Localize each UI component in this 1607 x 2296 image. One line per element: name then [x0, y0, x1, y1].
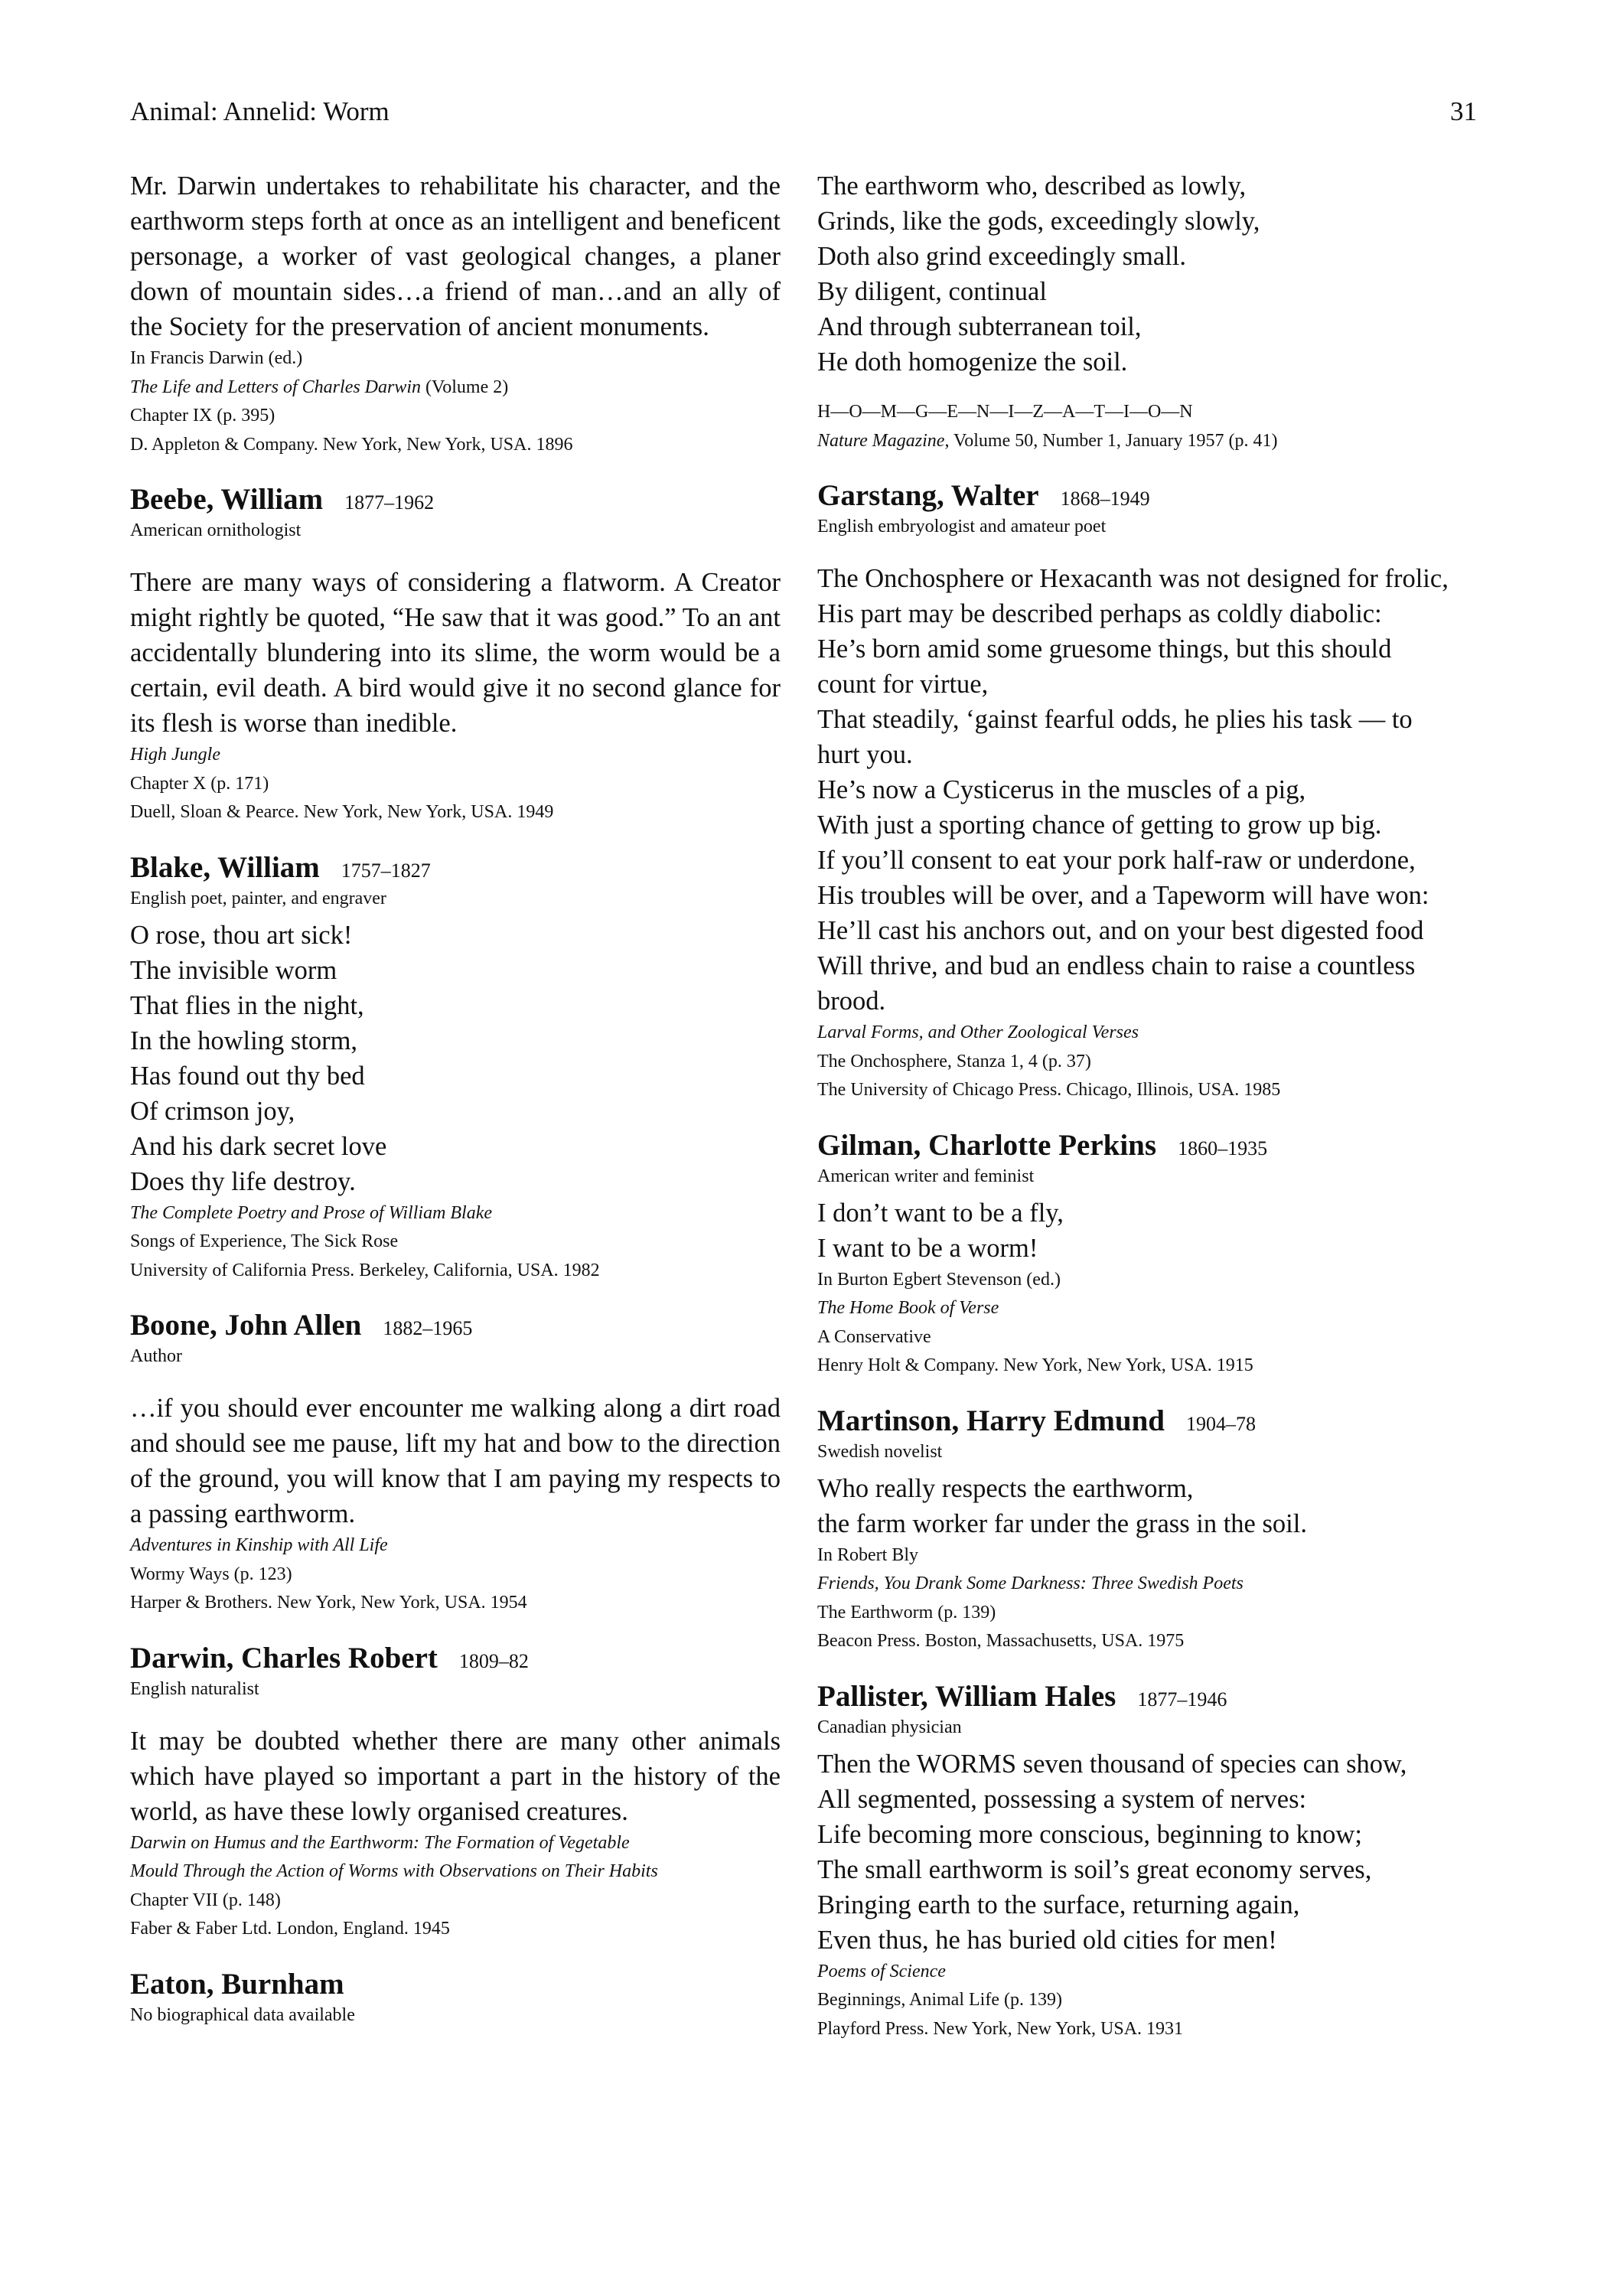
source-line: Chapter IX (p. 395) [130, 406, 275, 426]
source-line: Chapter VII (p. 148) [130, 1890, 281, 1910]
verse-line: Has found out thy bed [130, 1061, 365, 1091]
verse [817, 168, 1468, 380]
verse-line: He’s now a Cysticerus in the muscles of a pig, [817, 775, 1306, 804]
source-line: H—O—M—G—E—N—I—Z—A—T—I—O—N [817, 402, 1193, 422]
source-title: High Jungle [130, 745, 220, 765]
verse-line: count for virtue, [817, 670, 989, 699]
verse-line: He’s born amid some gruesome things, but this should [817, 634, 1392, 664]
verse [817, 1746, 1468, 1958]
verse-line: His part may be described perhaps as coldly diabolic: [817, 599, 1382, 628]
verse-line: Who really respects the earthworm, [817, 1473, 1194, 1503]
source-title: Nature Magazine [817, 430, 945, 451]
verse-line: All segmented, possessing a system of nerves: [817, 1784, 1307, 1814]
source-line: Beacon Press. Boston, Massachusetts, USA. 1975 [817, 1631, 1185, 1651]
source-detail: , Volume 50, Number 1, January 1957 (p. 41) [944, 430, 1278, 451]
verse-line: The small earthworm is soil’s great economy serves, [817, 1854, 1372, 1884]
author-description: Canadian physician [817, 1717, 962, 1737]
source-line: Duell, Sloan & Pearce. New York, New York, USA. 1949 [130, 802, 554, 822]
verse-line: The invisible worm [130, 955, 337, 985]
right-column [817, 168, 1468, 2043]
author-dates: 1882–1965 [383, 1317, 473, 1339]
source-line: In Robert Bly [817, 1544, 918, 1565]
source-line: In Francis Darwin (ed.) [130, 348, 303, 368]
source-title: The Life and Letters of Charles Darwin [130, 377, 422, 397]
verse-line: Even thus, he has buried old cities for men! [817, 1925, 1277, 1955]
verse [817, 1195, 1468, 1266]
verse-line: With just a sporting chance of getting to grow up big. [817, 810, 1382, 840]
author-name: Pallister, William Hales [817, 1679, 1116, 1713]
entry-darwin [130, 1639, 781, 1944]
verse-line: In the howling storm, [130, 1026, 358, 1055]
source-line: In Burton Egbert Stevenson (ed.) [817, 1269, 1061, 1290]
verse-line: His troubles will be over, and a Tapeworm will have won: [817, 881, 1429, 910]
source-line: Beginnings, Animal Life (p. 139) [817, 1990, 1062, 2010]
author-heading [817, 1402, 1468, 1440]
verse-line: Then the WORMS seven thousand of species can show, [817, 1749, 1407, 1779]
verse-line: I want to be a worm! [817, 1233, 1038, 1263]
verse-line: If you’ll consent to eat your pork half-raw or underdone, [817, 846, 1416, 875]
source-detail: (Volume 2) [421, 377, 509, 397]
entry-boone [130, 1306, 781, 1618]
running-head [130, 93, 1477, 130]
author-dates: 1860–1935 [1178, 1137, 1268, 1159]
verse-line: The earthworm who, described as lowly, [817, 171, 1247, 201]
author-heading [817, 477, 1468, 515]
author-dates: 1809–82 [458, 1649, 529, 1672]
author-dates: 1757–1827 [341, 859, 431, 882]
author-description: No biographical data available [130, 2004, 355, 2025]
source-line: Songs of Experience, The Sick Rose [130, 1231, 399, 1251]
author-name: Garstang, Walter [817, 479, 1039, 512]
verse-line: I don’t want to be a fly, [817, 1198, 1064, 1228]
author-description: American writer and feminist [817, 1166, 1035, 1186]
source-line: D. Appleton & Company. New York, New York, USA. 1896 [130, 434, 573, 455]
verse-line: The Onchosphere or Hexacanth was not designed for frolic, [817, 564, 1449, 593]
source-title: Mould Through the Action of Worms with Observations on Their Habits [130, 1861, 658, 1881]
source-line: Wormy Ways (p. 123) [130, 1564, 292, 1584]
source-title: Larval Forms, and Other Zoological Verses [817, 1022, 1139, 1042]
quote-text: …if you should ever encounter me walking along a dirt road and should see me pause, lift my hat and bow to the direction of the ground, you will know that I am paying my respects to a passing earthworm. [130, 1394, 781, 1528]
section-title: Animal: Annelid: Worm [130, 96, 390, 126]
entry-eaton [130, 1965, 781, 2027]
author-description: Swedish novelist [817, 1441, 943, 1462]
author-dates: 1877–1962 [344, 491, 435, 514]
verse-line: Will thrive, and bud an endless chain to raise a countless [817, 951, 1416, 980]
verse-line: Of crimson joy, [130, 1096, 295, 1126]
author-description: American ornithologist [130, 520, 302, 540]
verse-line: O rose, thou art sick! [130, 920, 353, 950]
author-heading [130, 1965, 781, 2004]
quote-text: There are many ways of considering a flatworm. A Creator might rightly be quoted, “He saw that it was good.” To an ant accidentally blundering into its slime, the worm would be a certain, evil death. A bird would give it no second glance for its flesh is worse than inedible. [130, 568, 781, 738]
source-title: The Home Book of Verse [817, 1298, 999, 1318]
source-title: Friends, You Drank Some Darkness: Three Swedish Poets [817, 1574, 1244, 1593]
verse-line: He doth homogenize the soil. [817, 347, 1128, 377]
entry-beebe [130, 481, 781, 827]
source-title: Adventures in Kinship with All Life [130, 1535, 388, 1555]
entry-pallister [817, 1678, 1468, 2044]
verse [130, 918, 781, 1199]
quote-text: It may be doubted whether there are many other animals which have played so important a part in the history of the world, as have these lowly organised creatures. [130, 1726, 781, 1826]
page-number: 31 [1450, 96, 1477, 126]
source-line: The Onchosphere, Stanza 1, 4 (p. 37) [817, 1051, 1091, 1071]
verse [817, 561, 1468, 1019]
source-line [817, 427, 1468, 456]
author-name: Boone, John Allen [130, 1309, 362, 1342]
verse-line: That flies in the night, [130, 990, 364, 1020]
author-heading [130, 481, 781, 519]
verse-line: Doth also grind exceedingly small. [817, 242, 1186, 271]
verse-line: He’ll cast his anchors out, and on your best digested food [817, 916, 1424, 945]
entry-eaton-continued [817, 168, 1468, 455]
author-description: English poet, painter, and engraver [130, 888, 386, 908]
author-name: Eaton, Burnham [130, 1967, 344, 2001]
source-line [130, 373, 781, 403]
source-title: Poems of Science [817, 1961, 946, 1981]
author-heading [817, 1678, 1468, 1716]
source-line: Chapter X (p. 171) [130, 773, 269, 794]
author-heading [130, 849, 781, 887]
author-name: Darwin, Charles Robert [130, 1641, 438, 1675]
entry-blake [130, 849, 781, 1286]
verse-line: brood. [817, 987, 886, 1016]
author-name: Blake, William [130, 850, 320, 884]
source-line: A Conservative [817, 1326, 931, 1347]
verse-line: By diligent, continual [817, 277, 1047, 306]
author-dates: 1868–1949 [1060, 488, 1150, 510]
source-line: The University of Chicago Press. Chicago, Illinois, USA. 1985 [817, 1080, 1281, 1100]
verse-line: Bringing earth to the surface, returning again, [817, 1890, 1300, 1919]
author-dates: 1904–78 [1185, 1412, 1256, 1435]
entry-martinson [817, 1402, 1468, 1656]
verse [817, 1471, 1468, 1541]
author-heading [130, 1639, 781, 1678]
verse-line: Grinds, like the gods, exceedingly slowly, [817, 207, 1260, 236]
verse-line: And his dark secret love [130, 1131, 387, 1161]
author-heading [817, 1127, 1468, 1165]
author-name: Martinson, Harry Edmund [817, 1404, 1165, 1437]
verse-line: the farm worker far under the grass in the soil. [817, 1508, 1307, 1538]
verse-line: And through subterranean toil, [817, 312, 1142, 341]
source-line: Henry Holt & Company. New York, New York, USA. 1915 [817, 1355, 1253, 1375]
source-line: The Earthworm (p. 139) [817, 1602, 996, 1623]
entry-garstang [817, 477, 1468, 1105]
verse-line: Life becoming more conscious, beginning to know; [817, 1819, 1362, 1849]
source-line: Playford Press. New York, New York, USA. 1931 [817, 2018, 1184, 2039]
verse-line: That steadily, ‘gainst fearful odds, he plies his task — to [817, 705, 1413, 734]
author-dates: 1877–1946 [1137, 1688, 1227, 1711]
author-heading [130, 1306, 781, 1345]
source-line: Harper & Brothers. New York, New York, USA. 1954 [130, 1593, 527, 1613]
author-name: Gilman, Charlotte Perkins [817, 1128, 1157, 1162]
source-line: Faber & Faber Ltd. London, England. 1945 [130, 1919, 450, 1939]
author-description: Author [130, 1346, 182, 1366]
source-line: University of California Press. Berkeley, California, USA. 1982 [130, 1260, 600, 1280]
entry-gilman [817, 1127, 1468, 1381]
author-description: English naturalist [130, 1678, 259, 1699]
verse-line: hurt you. [817, 740, 913, 769]
source-title: The Complete Poetry and Prose of William Blake [130, 1202, 493, 1223]
quote-text: Mr. Darwin undertakes to rehabilitate his character, and the earthworm steps forth at once as an intelligent and beneficent personage, a worker of vast geological changes, a planer down of mountain sides…a friend of man…and an ally of the Society for the preservation of ancient monuments. [130, 171, 781, 341]
author-name: Beebe, William [130, 483, 324, 516]
entry-darwin-continued [130, 168, 781, 459]
left-column [130, 168, 781, 2027]
author-description: English embryologist and amateur poet [817, 517, 1107, 536]
verse-line: Does thy life destroy. [130, 1166, 356, 1196]
source-title: Darwin on Humus and the Earthworm: The Formation of Vegetable [130, 1832, 630, 1853]
